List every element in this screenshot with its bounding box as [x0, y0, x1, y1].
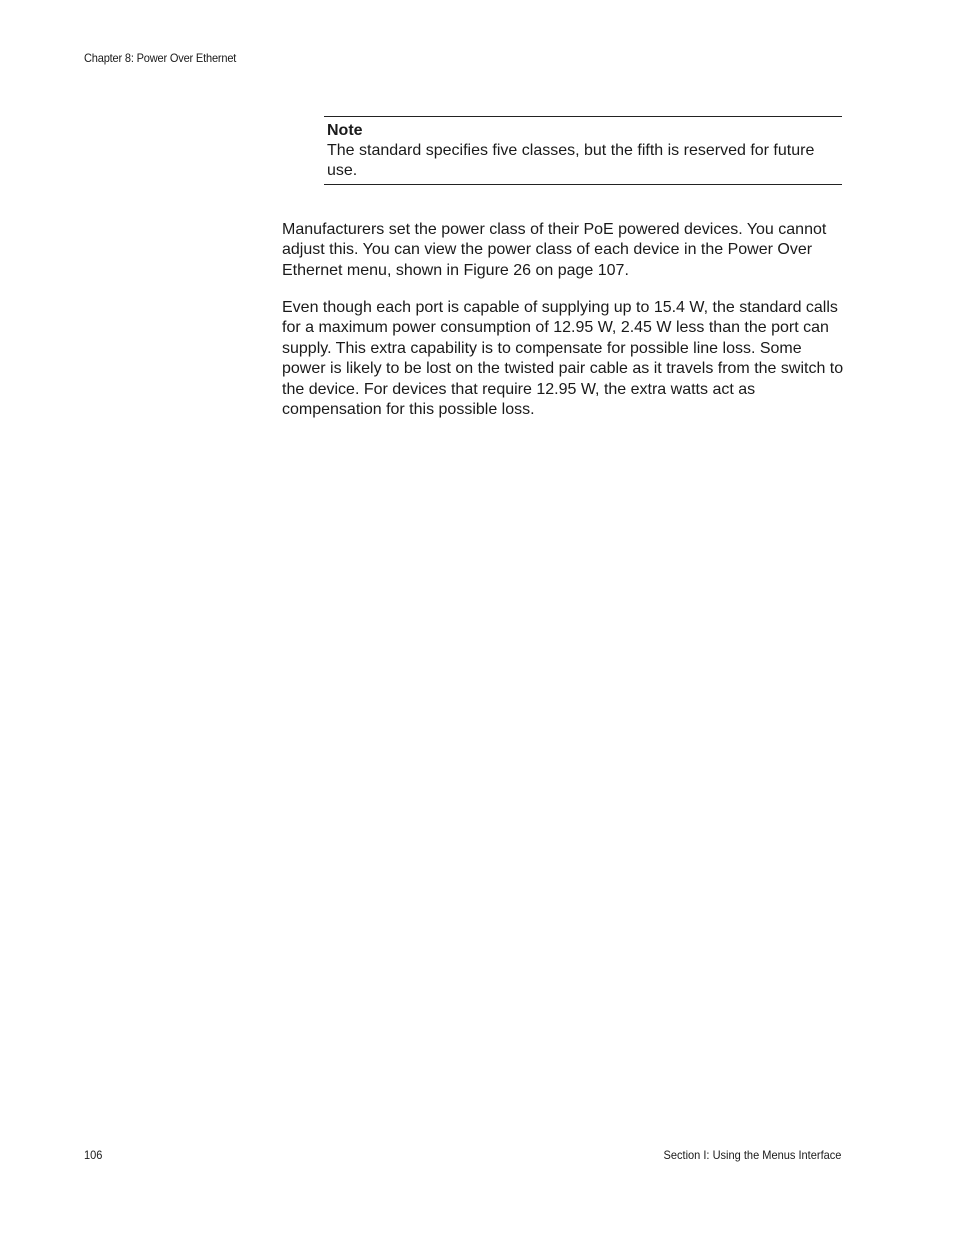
running-footer-section: Section I: Using the Menus Interface [663, 1148, 841, 1162]
note-box [324, 116, 842, 185]
note-title: Note [327, 122, 363, 139]
page-number: 106 [84, 1148, 103, 1162]
note-text: The standard specifies five classes, but the fifth is reserved for future use. [327, 142, 815, 179]
running-header-chapter: Chapter 8: Power Over Ethernet [84, 51, 237, 65]
body-paragraph-power-consumption: Even though each port is capable of supplying up to 15.4 W, the standard calls for a maximum power consumption of 12.95 W, 2.45 W less than the port can supply. This extra capability is to compensate for possible line loss. Some power is likely to be lost on the twisted pair cable as it travels from the switch to the device. For devices that require 12.95 W, the extra watts act as compensation for this possible loss. [282, 299, 844, 419]
body-paragraph-power-class: Manufacturers set the power class of their PoE powered devices. You cannot adjust this. You can view the power class of each device in the Power Over Ethernet menu, shown in Figure 26 on page 107. [282, 221, 827, 279]
